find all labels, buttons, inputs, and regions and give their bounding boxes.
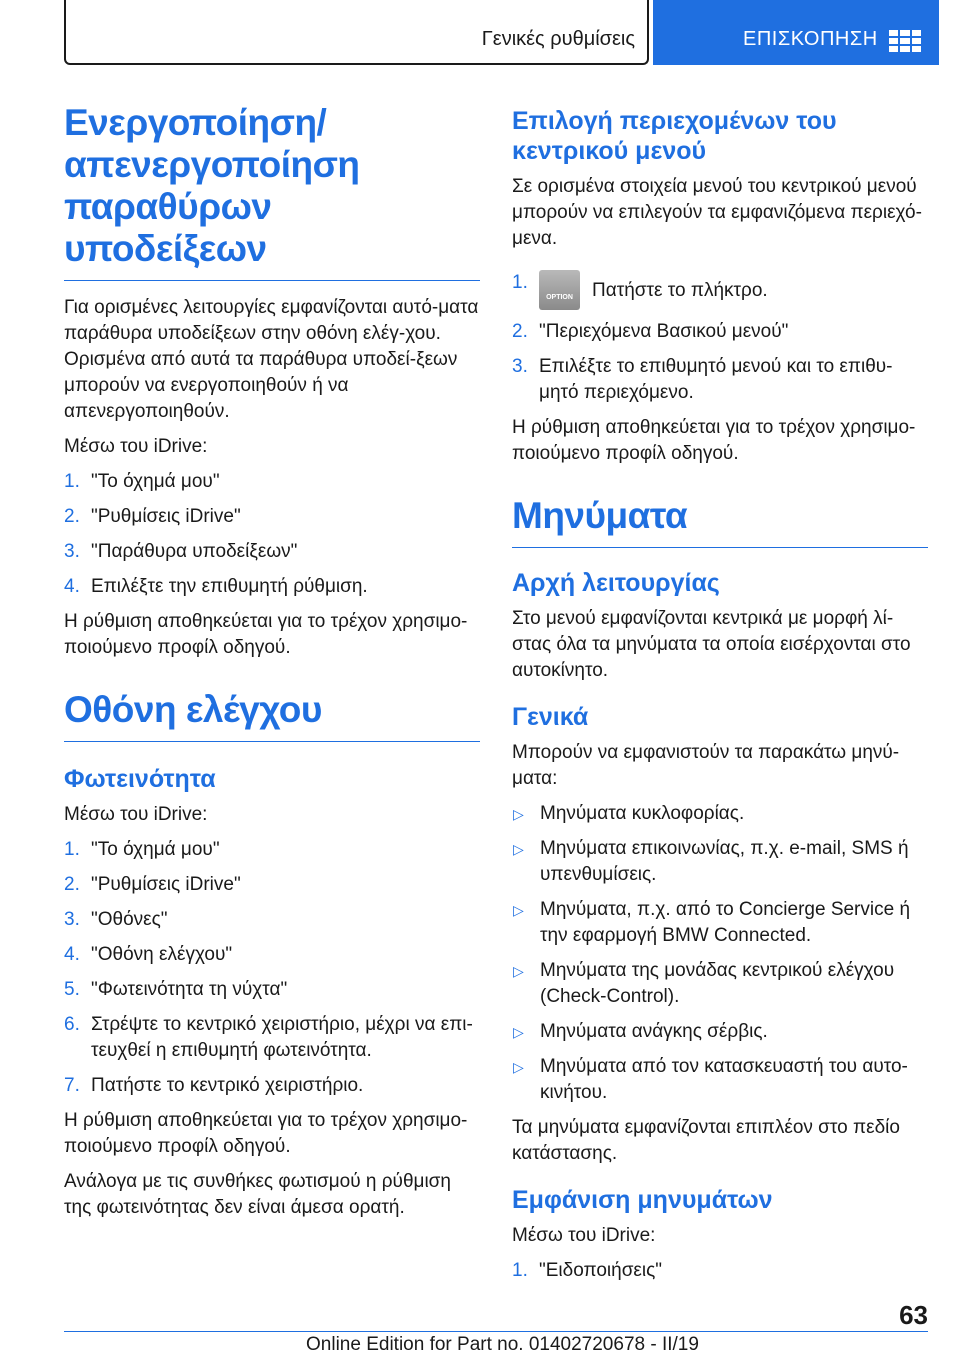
- step-text: "Παράθυρα υποδείξεων": [91, 541, 298, 562]
- step-number: 1.: [64, 839, 80, 860]
- display-messages-title: Εμφάνιση μηνυμάτων: [512, 1186, 773, 1214]
- list-item: [512, 270, 928, 310]
- step-number: 5.: [64, 979, 80, 1000]
- section-divider: [64, 280, 480, 281]
- list-item: [512, 1019, 928, 1045]
- message-types-list: [512, 801, 928, 1106]
- step-text: Επιλέξτε το επιθυμητό μενού και το επιθυ-μητό περιεχόμενο.: [539, 356, 893, 403]
- step-text: "Φωτεινότητα τη νύχτα": [91, 979, 288, 1000]
- bullet-text: Μηνύματα ανάγκης σέρβις.: [540, 1021, 768, 1042]
- list-item: [64, 907, 480, 933]
- main-menu-steps: [512, 270, 928, 406]
- bullet-text: Μηνύματα της μονάδας κεντρικού ελέγχου (Check-Control).: [540, 960, 895, 1007]
- bullet-text: Μηνύματα επικοινωνίας, π.χ. e-mail, SMS ή υπενθυμίσεις.: [540, 838, 909, 885]
- left-column: [64, 100, 480, 1230]
- main-menu-intro: Σε ορισμένα στοιχεία μενού του κεντρικού μενού μπορούν να επιλεγούν τα εμφανιζόμενα περιεχό-μενα.: [512, 176, 922, 249]
- header-section-label: Γενικές ρυθμίσεις: [481, 28, 635, 50]
- brightness-title: Φωτεινότητα: [64, 765, 216, 793]
- list-item: [512, 319, 928, 345]
- step-number: 3.: [64, 909, 80, 930]
- step-text: Πατήστε το πλήκτρο.: [592, 280, 768, 301]
- page-number: 63: [899, 1300, 928, 1330]
- step-number: 7.: [64, 1075, 80, 1096]
- step-number: 1.: [512, 1260, 528, 1281]
- control-display-title: Οθόνη ελέγχου: [64, 689, 322, 730]
- saved-note: Η ρύθμιση αποθηκεύεται για το τρέχον χρησιμο-ποιούμενο προφίλ οδηγού.: [512, 417, 916, 464]
- triangle-bullet-icon: ▷: [513, 1024, 524, 1040]
- saved-note: Η ρύθμιση αποθηκεύεται για το τρέχον χρησιμο-ποιούμενο προφίλ οδηγού.: [64, 611, 468, 658]
- step-number: 3.: [64, 541, 80, 562]
- step-text: Επιλέξτε την επιθυμητή ρύθμιση.: [91, 576, 368, 597]
- triangle-bullet-icon: ▷: [513, 963, 524, 979]
- principle-text: Στο μενού εμφανίζονται κεντρικά με μορφή λί-στας όλα τα μηνύματα τα οποία εισέρχονται στο αυτοκίνητο.: [512, 608, 911, 681]
- step-number: 2.: [512, 321, 528, 342]
- step-text: "Οθόνες": [91, 909, 168, 930]
- step-text: "Ρυθμίσεις iDrive": [91, 506, 241, 527]
- step-number: 1.: [64, 471, 80, 492]
- general-text: Μπορούν να εμφανιστούν τα παρακάτω μηνύ-ματα:: [512, 742, 900, 789]
- step-text: "Ειδοποιήσεις": [539, 1260, 663, 1281]
- grid-icon[interactable]: [889, 30, 921, 52]
- step-number: 6.: [64, 1014, 80, 1035]
- list-item: [64, 872, 480, 898]
- list-item: [64, 1012, 480, 1064]
- section-divider: [512, 547, 928, 548]
- step-text: Στρέψτε το κεντρικό χειριστήριο, μέχρι να επι-τευχθεί η επιθυμητή φωτεινότητα.: [91, 1014, 473, 1061]
- step-number: 4.: [64, 576, 80, 597]
- step-number: 3.: [512, 356, 528, 377]
- hint-windows-title: Ενεργοποίηση/ απενεργοποίηση παραθύρων υποδείξεων: [64, 102, 360, 269]
- step-number: 2.: [64, 874, 80, 895]
- list-item: [64, 574, 480, 600]
- section-divider: [64, 741, 480, 742]
- via-idrive-label: Μέσω του iDrive:: [64, 436, 208, 457]
- footer-divider: [64, 1331, 928, 1332]
- hint-windows-intro: Για ορισμένες λειτουργίες εμφανίζονται αυτό-ματα παράθυρα υποδείξεων στην οθόνη ελέγ-χου. Ορισμένα από αυτά τα παράθυρα υποδεί-ξεων μπορούν να ενεργοποιηθούν ή να απενεργοποιηθούν.: [64, 297, 479, 422]
- brightness-steps: [64, 837, 480, 1099]
- via-idrive-label: Μέσω του iDrive:: [64, 804, 208, 825]
- header-section-box: [64, 0, 649, 65]
- option-key-label: OPTION: [546, 294, 573, 301]
- bullet-text: Μηνύματα, π.χ. από το Concierge Service ή την εφαρμογή BMW Connected.: [540, 899, 911, 946]
- saved-note: Η ρύθμιση αποθηκεύεται για το τρέχον χρησιμο-ποιούμενο προφίλ οδηγού.: [64, 1110, 468, 1157]
- right-column: [512, 100, 928, 1293]
- list-item: [64, 469, 480, 495]
- list-item: [64, 837, 480, 863]
- list-item: [64, 539, 480, 565]
- hint-windows-steps: [64, 469, 480, 600]
- list-item: [64, 504, 480, 530]
- step-text: "Ρυθμίσεις iDrive": [91, 874, 241, 895]
- list-item: [512, 836, 928, 888]
- list-item: [512, 1054, 928, 1106]
- list-item: [512, 897, 928, 949]
- option-key-icon: [539, 270, 580, 310]
- via-idrive-label: Μέσω του iDrive:: [512, 1225, 656, 1246]
- step-number: 2.: [64, 506, 80, 527]
- status-field-note: Τα μηνύματα εμφανίζονται επιπλέον στο πεδίο κατάστασης.: [512, 1117, 900, 1164]
- lighting-note: Ανάλογα με τις συνθήκες φωτισμού η ρύθμιση της φωτεινότητας δεν είναι άμεσα ορατή.: [64, 1171, 451, 1218]
- step-text: "Οθόνη ελέγχου": [91, 944, 233, 965]
- tab-overview[interactable]: [653, 0, 939, 65]
- triangle-bullet-icon: ▷: [513, 806, 524, 822]
- list-item: [64, 942, 480, 968]
- step-text: "Το όχημά μου": [91, 471, 220, 492]
- bullet-text: Μηνύματα από τον κατασκευαστή του αυτο-κινήτου.: [540, 1056, 908, 1103]
- display-messages-steps: [512, 1258, 928, 1284]
- main-menu-content-title: Επιλογή περιεχομένων του κεντρικού μενού: [512, 107, 837, 165]
- list-item: [512, 958, 928, 1010]
- step-text: "Περιεχόμενα Βασικού μενού": [539, 321, 789, 342]
- list-item: [64, 1073, 480, 1099]
- triangle-bullet-icon: ▷: [513, 902, 524, 918]
- triangle-bullet-icon: ▷: [513, 1059, 524, 1075]
- list-item: [512, 354, 928, 406]
- bullet-text: Μηνύματα κυκλοφορίας.: [540, 803, 745, 824]
- step-text: "Το όχημά μου": [91, 839, 220, 860]
- principle-title: Αρχή λειτουργίας: [512, 569, 720, 597]
- list-item: [512, 1258, 928, 1284]
- tab-overview-label: ΕΠΙΣΚΟΠΗΣΗ: [743, 28, 878, 50]
- triangle-bullet-icon: ▷: [513, 841, 524, 857]
- step-number: 4.: [64, 944, 80, 965]
- step-number: 1.: [512, 272, 528, 293]
- list-item: [64, 977, 480, 1003]
- messages-title: Μηνύματα: [512, 495, 688, 536]
- step-text: Πατήστε το κεντρικό χειριστήριο.: [91, 1075, 364, 1096]
- list-item: [512, 801, 928, 827]
- edition-footer: Online Edition for Part no. 01402720678 - II/19: [306, 1334, 699, 1355]
- general-title: Γενικά: [512, 703, 589, 731]
